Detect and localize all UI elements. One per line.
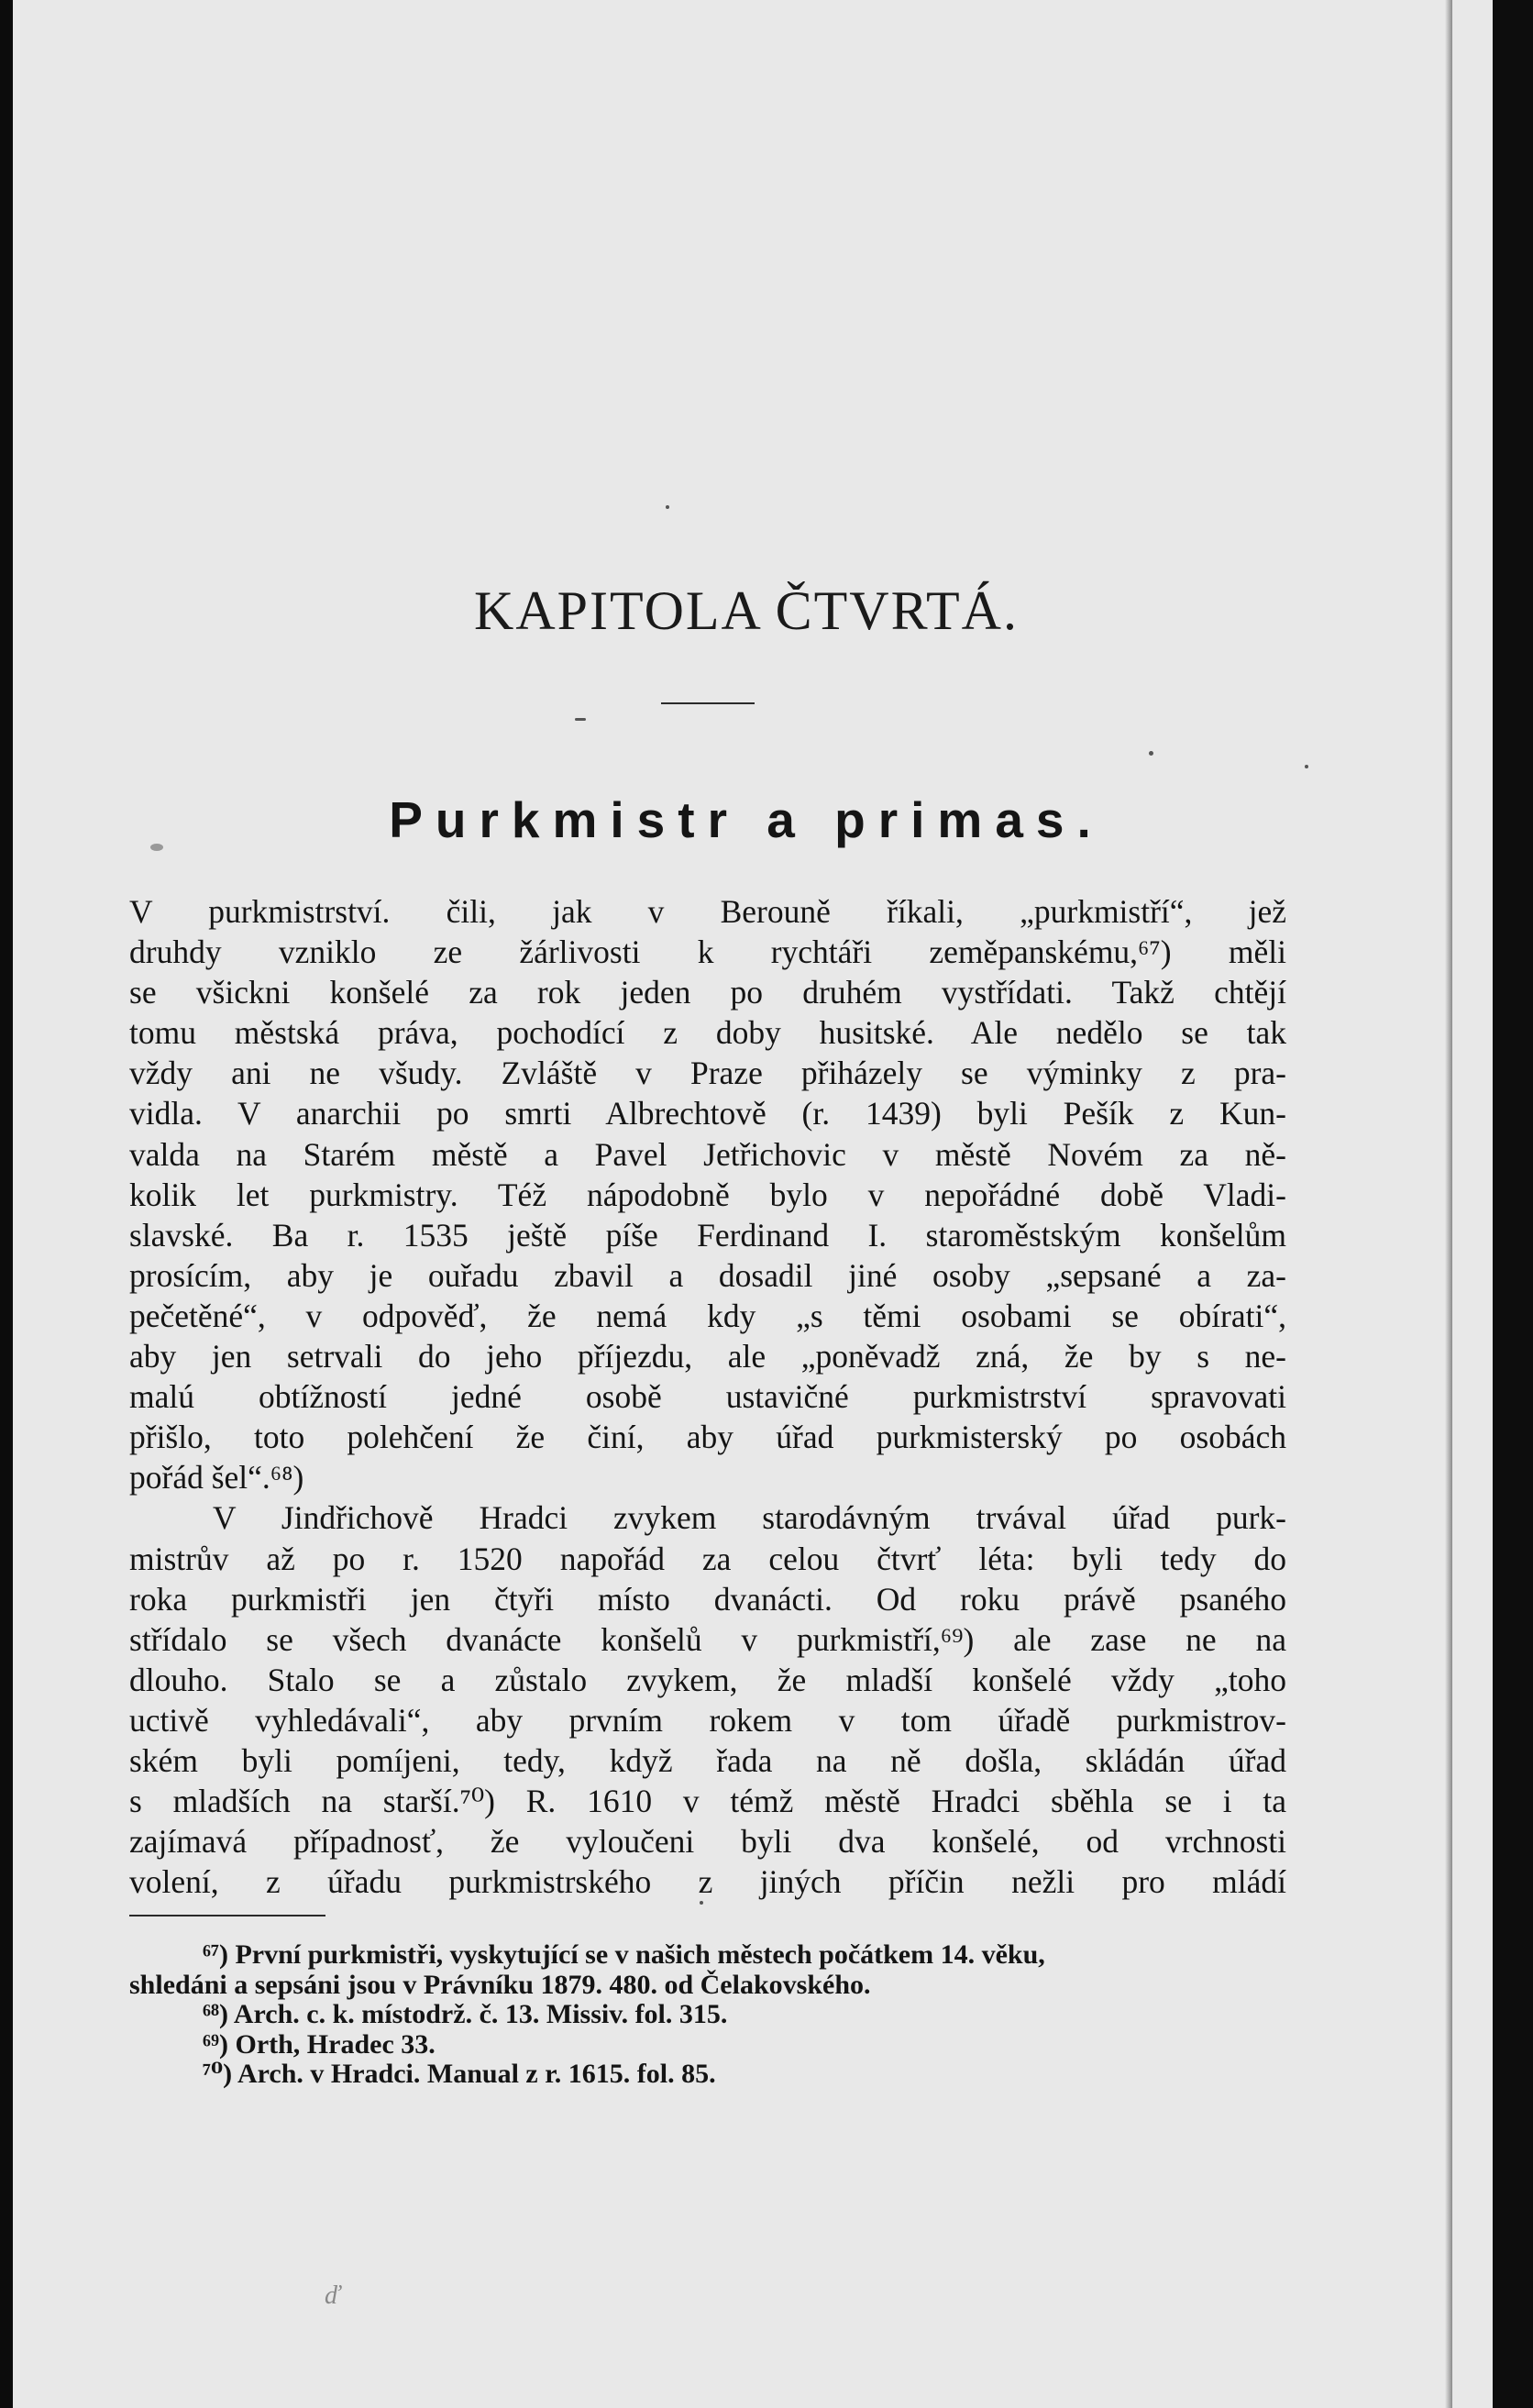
body-line: druhdy vzniklo ze žárlivosti k rychtáři zeměpanskému,⁶⁷) měli [129,933,1286,971]
speck [1149,751,1153,756]
body-line: zajímavá případnosť, že vyloučeni byli dva konšelé, od vrchnosti [129,1823,1286,1861]
footnote-rule [129,1915,325,1916]
chapter-title: KAPITOLA ČTVRTÁ. [474,580,1019,641]
body-text [129,891,1286,1902]
title-rule [661,702,755,704]
body-line: V purkmistrství. čili, jak v Berouně říkali, „purkmistří“, jež [129,893,1286,930]
body-line: se všickni konšelé za rok jeden po druhém vystřídati. Takž chtějí [129,974,1286,1011]
body-line: mistrův až po r. 1520 napořád za celou čtvrť léta: byli tedy do [129,1540,1286,1577]
body-line: kolik let purkmistry. Též nápodobně bylo v nepořádné době Vladi- [129,1176,1286,1213]
body-line: slavské. Ba r. 1535 ještě píše Ferdinand I. staroměstským konšelům [129,1216,1286,1254]
body-line: pořád šel“.⁶⁸) [129,1459,304,1497]
stray-pencil-mark: ď [325,2281,341,2310]
footnotes [129,1940,1286,2090]
body-line: přišlo, toto polehčení že činí, aby úřad purkmisterský po osobách [129,1419,1286,1456]
body-line: tomu městská práva, pochodící z doby husitské. Ale nedělo se tak [129,1014,1286,1052]
scan-right-edge [1493,0,1533,2408]
body-line: s mladších na starší.⁷⁰) R. 1610 v témž městě Hradci sběhla se i ta [129,1783,1286,1820]
page-edge-shadow [1445,0,1452,2408]
speck [575,718,586,721]
footnote-line: ⁷⁰) Arch. v Hradci. Manual z r. 1615. fol. 85. [203,2059,716,2089]
body-line: vidla. V anarchii po smrti Albrechtově (r. 1439) byli Pešík z Kun- [129,1095,1286,1132]
body-line: dlouho. Stalo se a zůstalo zvykem, že mladší konšelé vždy „toho [129,1661,1286,1698]
body-line: prosícím, aby je ouřadu zbavil a dosadil jiné osoby „sepsané a za- [129,1256,1286,1294]
speck [666,505,669,509]
footnote-line: shledáni a sepsáni jsou v Právníku 1879. 480. od Čelakovského. [129,1969,871,2000]
body-line: uctivě vyhledávali“, aby prvním rokem v tom úřadě purkmistrov- [129,1701,1286,1739]
body-line: vždy ani ne všudy. Zvláště v Praze přiházely se výminky z pra- [129,1055,1286,1092]
body-line: malú obtížností jedné osobě ustavičné purkmistrství spravovati [129,1378,1286,1416]
scan-left-edge [0,0,13,2408]
speck [1305,765,1308,768]
body-line: V Jindřichově Hradci zvykem starodávným trvával úřad purk- [213,1499,1286,1537]
body-line: valda na Starém městě a Pavel Jetřichovic v městě Novém za ně- [129,1135,1286,1173]
body-line: pečetěné“, v odpověď, že nemá kdy „s těmi osobami se obírati“, [129,1297,1286,1334]
body-line: roka purkmistři jen čtyři místo dvanácti. Od roku právě psaného [129,1580,1286,1618]
body-line: aby jen setrvali do jeho příjezdu, ale „poněvadž zná, že by s ne- [129,1338,1286,1375]
footnote-line: ⁶⁹) Orth, Hradec 33. [203,2028,436,2060]
body-line: ském byli pomíjeni, tedy, když řada na ně došla, skládán úřad [129,1741,1286,1779]
section-heading: Purkmistr a primas. [389,791,1104,848]
footnote-line: ⁶⁷) První purkmistři, vyskytující se v našich městech počátkem 14. věku, [203,1939,1045,1970]
footnote-line: ⁶⁸) Arch. c. k. místodrž. č. 13. Missiv. fol. 315. [203,1999,728,2029]
body-line: volení, z úřadu purkmistrského z jiných příčin nežli pro mládí [129,1863,1286,1901]
body-line: střídalo se všech dvanácte konšelů v purkmistří,⁶⁹) ale zase ne na [129,1620,1286,1658]
